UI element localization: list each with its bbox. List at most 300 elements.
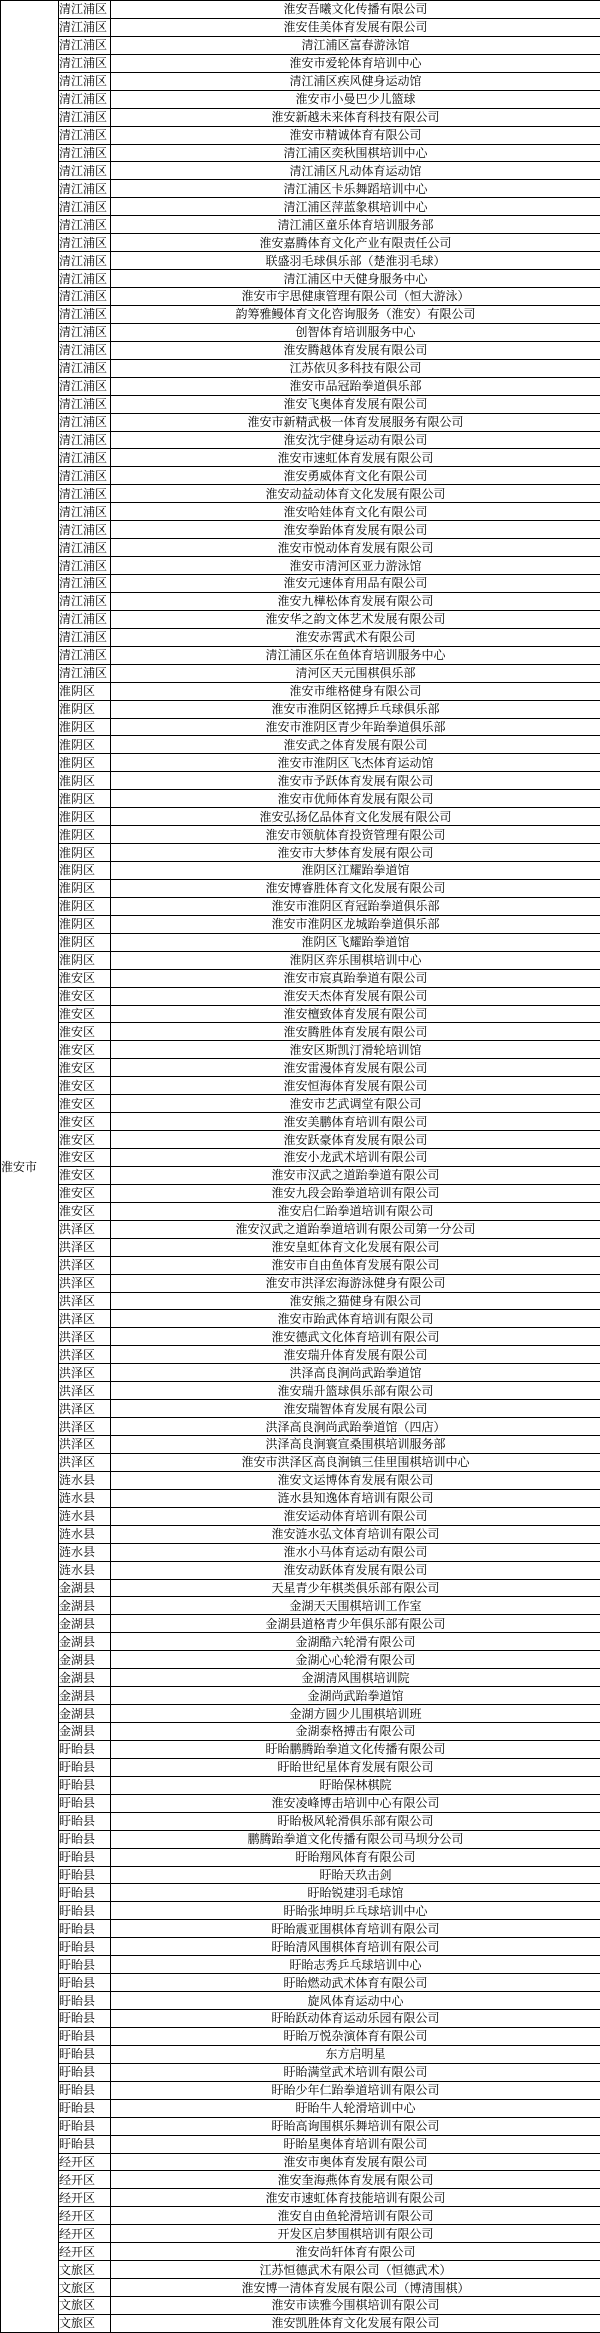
district-cell: 金湖县: [59, 1633, 111, 1651]
table-row: [1, 951, 600, 969]
district-cell: 清江浦区: [59, 72, 111, 90]
table-row: [1, 1418, 600, 1436]
district-cell: 文旅区: [59, 2279, 111, 2297]
district-cell: 清江浦区: [59, 592, 111, 610]
table-row: [1, 1346, 600, 1364]
organization-name-cell: 洪泽高良涧尚武跆拳道馆（四店）: [111, 1418, 600, 1436]
organization-name-cell: 淮安市淮阴区龙城跆拳道俱乐部: [111, 915, 600, 933]
district-cell: 淮阴区: [59, 808, 111, 826]
district-cell: 清江浦区: [59, 485, 111, 503]
table-body: [1, 1, 600, 2333]
table-row: [1, 2027, 600, 2045]
table-row: [1, 2207, 600, 2225]
table-row: [1, 718, 600, 736]
table-row: [1, 1131, 600, 1149]
district-cell: 盱眙县: [59, 1740, 111, 1758]
organization-name-cell: 淮安动益动体育文化发展有限公司: [111, 485, 600, 503]
table-row: [1, 1848, 600, 1866]
organization-name-cell: 淮安区斯凯汀滑轮培训馆: [111, 1041, 600, 1059]
table-row: [1, 108, 600, 126]
district-cell: 盱眙县: [59, 1776, 111, 1794]
organization-name-cell: 淮安运动体育培训有限公司: [111, 1507, 600, 1525]
organization-name-cell: 淮安市汉武之道跆拳道有限公司: [111, 1166, 600, 1184]
district-cell: 清江浦区: [59, 557, 111, 575]
table-row: [1, 377, 600, 395]
organization-name-cell: 江苏恒德武术有限公司（恒德武术）: [111, 2261, 600, 2279]
district-cell: 清江浦区: [59, 126, 111, 144]
organization-name-cell: 淮安新越未来体育科技有限公司: [111, 108, 600, 126]
table-row: [1, 1041, 600, 1059]
table-row: [1, 216, 600, 234]
organization-name-cell: 盱眙极风轮滑俱乐部有限公司: [111, 1812, 600, 1830]
table-row: [1, 1561, 600, 1579]
table-row: [1, 790, 600, 808]
table-row: [1, 1149, 600, 1167]
district-cell: 淮安区: [59, 1202, 111, 1220]
organization-name-cell: 淮安尚轩体育有限公司: [111, 2243, 600, 2261]
organization-name-cell: 淮安瑞升篮球俱乐部有限公司: [111, 1382, 600, 1400]
table-row: [1, 1920, 600, 1938]
table-row: [1, 485, 600, 503]
organization-name-cell: 淮安市自由鱼体育发展有限公司: [111, 1256, 600, 1274]
organization-name-cell: 清江浦区富春游泳馆: [111, 36, 600, 54]
district-cell: 盱眙县: [59, 1938, 111, 1956]
table-row: [1, 198, 600, 216]
organization-name-cell: 清江浦区疾风健身运动馆: [111, 72, 600, 90]
district-cell: 淮阴区: [59, 951, 111, 969]
table-row: [1, 1453, 600, 1471]
organization-name-cell: 淮安市洪泽区高良涧镇三佳里围棋培训中心: [111, 1453, 600, 1471]
organization-name-cell: 淮安市大梦体育发展有限公司: [111, 844, 600, 862]
district-cell: 盱眙县: [59, 1902, 111, 1920]
table-row: [1, 1651, 600, 1669]
table-row: [1, 2135, 600, 2153]
organization-name-cell: 淮安市淮阴区青少年跆拳道俱乐部: [111, 718, 600, 736]
district-cell: 涟水县: [59, 1507, 111, 1525]
organization-name-cell: 淮安德武文化体育培训有限公司: [111, 1328, 600, 1346]
organization-name-cell: 淮安武之体育发展有限公司: [111, 736, 600, 754]
organization-name-cell: 淮阴区飞耀跆拳道馆: [111, 933, 600, 951]
table-row: [1, 682, 600, 700]
district-cell: 经开区: [59, 2207, 111, 2225]
district-cell: 涟水县: [59, 1561, 111, 1579]
table-row: [1, 1615, 600, 1633]
table-row: [1, 54, 600, 72]
district-cell: 洪泽区: [59, 1328, 111, 1346]
table-row: [1, 467, 600, 485]
organization-name-cell: 淮安市维格健身有限公司: [111, 682, 600, 700]
district-cell: 盱眙县: [59, 2135, 111, 2153]
organization-name-cell: 淮安涟水弘文体育培训有限公司: [111, 1525, 600, 1543]
district-cell: 洪泽区: [59, 1346, 111, 1364]
district-cell: 洪泽区: [59, 1400, 111, 1418]
organization-name-cell: 江苏依贝多科技有限公司: [111, 359, 600, 377]
table-row: [1, 1077, 600, 1095]
district-cell: 淮安区: [59, 1166, 111, 1184]
organization-name-cell: 淮安汉武之道跆拳道培训有限公司第一分公司: [111, 1220, 600, 1238]
district-cell: 盱眙县: [59, 1956, 111, 1974]
district-cell: 洪泽区: [59, 1418, 111, 1436]
table-row: [1, 1776, 600, 1794]
table-row: [1, 503, 600, 521]
organization-name-cell: 盱眙世纪星体育发展有限公司: [111, 1758, 600, 1776]
organization-name-cell: 淮安市速虹体育技能培训有限公司: [111, 2189, 600, 2207]
table-row: [1, 1956, 600, 1974]
table-row: [1, 969, 600, 987]
organization-name-cell: 淮安瑞升体育发展有限公司: [111, 1346, 600, 1364]
district-cell: 淮阴区: [59, 736, 111, 754]
organization-name-cell: 淮安市优师体育发展有限公司: [111, 790, 600, 808]
table-row: [1, 2314, 600, 2332]
table-row: [1, 1400, 600, 1418]
district-cell: 淮阴区: [59, 933, 111, 951]
table-row: [1, 700, 600, 718]
district-cell: 淮安区: [59, 1184, 111, 1202]
district-cell: 淮安区: [59, 1023, 111, 1041]
district-cell: 盱眙县: [59, 2027, 111, 2045]
organization-name-cell: 淮安动跃体育发展有限公司: [111, 1561, 600, 1579]
table-row: [1, 1328, 600, 1346]
district-cell: 淮安区: [59, 1041, 111, 1059]
organization-name-cell: 淮安凯胜体育文化发展有限公司: [111, 2314, 600, 2332]
district-cell: 清江浦区: [59, 162, 111, 180]
table-row: [1, 1292, 600, 1310]
table-row: [1, 2117, 600, 2135]
district-cell: 经开区: [59, 2189, 111, 2207]
organization-name-cell: 淮安弘扬亿品体育文化发展有限公司: [111, 808, 600, 826]
district-cell: 洪泽区: [59, 1310, 111, 1328]
district-cell: 盱眙县: [59, 1830, 111, 1848]
organization-name-cell: 淮阴区江耀跆拳道馆: [111, 862, 600, 880]
organization-name-cell: 淮安华之韵文体艺术发展有限公司: [111, 610, 600, 628]
district-cell: 清江浦区: [59, 646, 111, 664]
organization-name-cell: 旋风体育运动中心: [111, 1992, 600, 2010]
district-cell: 淮安区: [59, 1077, 111, 1095]
table-row: [1, 180, 600, 198]
district-cell: 淮安区: [59, 969, 111, 987]
organization-name-cell: 淮安飞奥体育发展有限公司: [111, 395, 600, 413]
district-cell: 涟水县: [59, 1543, 111, 1561]
district-cell: 涟水县: [59, 1471, 111, 1489]
organization-name-cell: 盱眙志秀乒乓球培训中心: [111, 1956, 600, 1974]
organization-name-cell: 淮安佳美体育发展有限公司: [111, 18, 600, 36]
table-row: [1, 1830, 600, 1848]
organization-name-cell: 淮安元速体育用品有限公司: [111, 575, 600, 593]
district-cell: 清江浦区: [59, 90, 111, 108]
district-cell: 清江浦区: [59, 270, 111, 288]
table-row: [1, 1974, 600, 1992]
district-cell: 盱眙县: [59, 1758, 111, 1776]
organization-name-cell: 淮安市奥体育发展有限公司: [111, 2153, 600, 2171]
organization-name-cell: 淮安沈宇健身运动有限公司: [111, 431, 600, 449]
table-row: [1, 575, 600, 593]
organization-name-cell: 淮安启仁跆拳道培训有限公司: [111, 1202, 600, 1220]
table-row: [1, 628, 600, 646]
table-row: [1, 1758, 600, 1776]
district-cell: 清江浦区: [59, 198, 111, 216]
table-row: [1, 1687, 600, 1705]
district-cell: 清江浦区: [59, 341, 111, 359]
organization-name-cell: 盱眙牛人轮滑培训中心: [111, 2099, 600, 2117]
organization-name-cell: 东方启明星: [111, 2045, 600, 2063]
organization-name-cell: 盱眙震亚围棋体育培训有限公司: [111, 1920, 600, 1938]
organization-name-cell: 淮安市淮阴区铭搏乒乓球俱乐部: [111, 700, 600, 718]
organization-name-cell: 淮安腾胜体育发展有限公司: [111, 1023, 600, 1041]
table-row: [1, 1794, 600, 1812]
district-cell: 淮阴区: [59, 862, 111, 880]
table-row: [1, 1543, 600, 1561]
table-row: [1, 252, 600, 270]
table-row: [1, 413, 600, 431]
table-row: [1, 1705, 600, 1723]
district-cell: 清江浦区: [59, 539, 111, 557]
organization-name-cell: 淮安九樺松体育发展有限公司: [111, 592, 600, 610]
table-row: [1, 736, 600, 754]
district-cell: 涟水县: [59, 1525, 111, 1543]
district-cell: 金湖县: [59, 1669, 111, 1687]
table-row: [1, 1436, 600, 1454]
district-cell: 淮安区: [59, 1149, 111, 1167]
district-cell: 盱眙县: [59, 2117, 111, 2135]
table-row: [1, 1669, 600, 1687]
district-cell: 清江浦区: [59, 180, 111, 198]
table-row: [1, 341, 600, 359]
table-row: [1, 323, 600, 341]
table-row: [1, 1525, 600, 1543]
organization-name-cell: 淮安市艺武调堂有限公司: [111, 1095, 600, 1113]
district-cell: 盱眙县: [59, 2099, 111, 2117]
table-row: [1, 1310, 600, 1328]
district-cell: 淮阴区: [59, 718, 111, 736]
table-row: [1, 1633, 600, 1651]
organization-name-cell: 淮安市予跃体育发展有限公司: [111, 772, 600, 790]
organization-name-cell: 盱眙星奥体育培训有限公司: [111, 2135, 600, 2153]
table-row: [1, 1166, 600, 1184]
table-row: [1, 772, 600, 790]
district-cell: 清江浦区: [59, 503, 111, 521]
organization-name-cell: 清江浦区凡动体育运动馆: [111, 162, 600, 180]
table-row: [1, 1382, 600, 1400]
organization-name-cell: 盱眙翔风体育有限公司: [111, 1848, 600, 1866]
table-row: [1, 144, 600, 162]
district-cell: 清江浦区: [59, 288, 111, 306]
organization-name-cell: 金湖泰格搏击有限公司: [111, 1723, 600, 1741]
district-cell: 清江浦区: [59, 1, 111, 19]
organization-name-cell: 淮安市速虹体育发展有限公司: [111, 449, 600, 467]
organization-name-cell: 淮安奎海燕体育发展有限公司: [111, 2171, 600, 2189]
district-cell: 盱眙县: [59, 2081, 111, 2099]
table-row: [1, 1220, 600, 1238]
table-row: [1, 664, 600, 682]
district-cell: 文旅区: [59, 2314, 111, 2332]
table-row: [1, 1812, 600, 1830]
table-row: [1, 1184, 600, 1202]
table-row: [1, 897, 600, 915]
organization-name-cell: 清河区天元围棋俱乐部: [111, 664, 600, 682]
organization-name-cell: 淮安天杰体育发展有限公司: [111, 987, 600, 1005]
organization-name-cell: 盱眙保林棋院: [111, 1776, 600, 1794]
table-row: [1, 234, 600, 252]
organization-name-cell: 淮安美鹏体育培训有限公司: [111, 1113, 600, 1131]
table-row: [1, 933, 600, 951]
organization-name-cell: 淮安市跆武体育培训有限公司: [111, 1310, 600, 1328]
table-row: [1, 826, 600, 844]
organization-name-cell: 鹏腾跆拳道文化传播有限公司马坝分公司: [111, 1830, 600, 1848]
organization-name-cell: 清江浦区中天健身服务中心: [111, 270, 600, 288]
organization-name-cell: 金湖方圆少儿围棋培训班: [111, 1705, 600, 1723]
organization-name-cell: 淮安文运博体育发展有限公司: [111, 1471, 600, 1489]
district-cell: 清江浦区: [59, 54, 111, 72]
district-cell: 淮阴区: [59, 844, 111, 862]
organization-name-cell: 洪泽高良涧尚武跆拳道馆: [111, 1364, 600, 1382]
table-row: [1, 1274, 600, 1292]
table-row: [1, 395, 600, 413]
organization-name-cell: 天星青少年棋类俱乐部有限公司: [111, 1579, 600, 1597]
table-row: [1, 1471, 600, 1489]
district-cell: 金湖县: [59, 1705, 111, 1723]
district-cell: 盱眙县: [59, 1974, 111, 1992]
organization-name-cell: 盱眙天玖击剑: [111, 1866, 600, 1884]
table-row: [1, 2189, 600, 2207]
district-cell: 淮安区: [59, 1095, 111, 1113]
table-row: [1, 1992, 600, 2010]
table-row: [1, 72, 600, 90]
organization-name-cell: 淮安市悦动体育发展有限公司: [111, 539, 600, 557]
organization-name-cell: 金湖尚武跆拳道馆: [111, 1687, 600, 1705]
district-cell: 淮阴区: [59, 915, 111, 933]
district-cell: 清江浦区: [59, 216, 111, 234]
organization-name-cell: 清江浦区乐在鱼体育培训服务中心: [111, 646, 600, 664]
organization-name-cell: 盱眙张坤明乒乓球培训中心: [111, 1902, 600, 1920]
table-row: [1, 1884, 600, 1902]
organization-name-cell: 淮安市新精武极一体育发展服务有限公司: [111, 413, 600, 431]
organization-name-cell: 淮安市领航体育投资管理有限公司: [111, 826, 600, 844]
organization-name-cell: 淮安凌峰博击培训中心有限公司: [111, 1794, 600, 1812]
organization-name-cell: 淮安嘉腾体育文化产业有限责任公司: [111, 234, 600, 252]
table-row: [1, 2279, 600, 2297]
table-row: [1, 431, 600, 449]
table-row: [1, 1202, 600, 1220]
district-cell: 金湖县: [59, 1579, 111, 1597]
district-cell: 清江浦区: [59, 521, 111, 539]
district-cell: 清江浦区: [59, 36, 111, 54]
district-cell: 盱眙县: [59, 1884, 111, 1902]
district-cell: 洪泽区: [59, 1256, 111, 1274]
district-cell: 洪泽区: [59, 1274, 111, 1292]
table-row: [1, 2261, 600, 2279]
organization-name-cell: 联盛羽毛球俱乐部（楚淮羽毛球）: [111, 252, 600, 270]
district-cell: 淮阴区: [59, 826, 111, 844]
district-cell: 清江浦区: [59, 467, 111, 485]
district-cell: 文旅区: [59, 2261, 111, 2279]
table-row: [1, 987, 600, 1005]
district-cell: 清江浦区: [59, 431, 111, 449]
district-cell: 清江浦区: [59, 108, 111, 126]
organization-name-cell: 盱眙鹏腾跆拳道文化传播有限公司: [111, 1740, 600, 1758]
organization-name-cell: 淮安熊之猫健身有限公司: [111, 1292, 600, 1310]
district-cell: 淮阴区: [59, 897, 111, 915]
district-cell: 洪泽区: [59, 1292, 111, 1310]
table-row: [1, 646, 600, 664]
district-cell: 经开区: [59, 2225, 111, 2243]
organization-name-cell: 金湖天天围棋培训工作室: [111, 1597, 600, 1615]
organization-name-cell: 淮安雷漫体育发展有限公司: [111, 1059, 600, 1077]
organization-name-cell: 开发区启梦围棋培训有限公司: [111, 2225, 600, 2243]
organization-name-cell: 盱眙跃动体育运动乐园有限公司: [111, 2010, 600, 2028]
district-cell: 清江浦区: [59, 144, 111, 162]
organization-name-cell: 淮安市品冠跆拳道俱乐部: [111, 377, 600, 395]
table-row: [1, 1866, 600, 1884]
organization-name-cell: 盱眙清风围棋体育培训有限公司: [111, 1938, 600, 1956]
district-cell: 清江浦区: [59, 18, 111, 36]
district-cell: 盱眙县: [59, 1794, 111, 1812]
district-cell: 淮安区: [59, 1005, 111, 1023]
district-cell: 洪泽区: [59, 1238, 111, 1256]
organization-name-cell: 淮安市读雅今围棋培训有限公司: [111, 2297, 600, 2315]
organization-name-cell: 盱眙高询围棋乐舞培训有限公司: [111, 2117, 600, 2135]
table-row: [1, 1095, 600, 1113]
district-cell: 淮阴区: [59, 879, 111, 897]
table-row: [1, 2153, 600, 2171]
organization-name-cell: 淮安赤霄武术有限公司: [111, 628, 600, 646]
district-cell: 清江浦区: [59, 395, 111, 413]
district-cell: 清江浦区: [59, 575, 111, 593]
district-cell: 清江浦区: [59, 628, 111, 646]
organization-name-cell: 金湖县道格青少年俱乐部有限公司: [111, 1615, 600, 1633]
table-row: [1, 288, 600, 306]
district-cell: 淮阴区: [59, 772, 111, 790]
district-cell: 盱眙县: [59, 1848, 111, 1866]
district-cell: 清江浦区: [59, 664, 111, 682]
district-cell: 盱眙县: [59, 1992, 111, 2010]
organization-name-cell: 淮安瑞智体育发展有限公司: [111, 1400, 600, 1418]
organization-name-cell: 清江浦区童乐体育培训服务部: [111, 216, 600, 234]
organization-name-cell: 淮安市淮阴区飞杰体育运动馆: [111, 754, 600, 772]
district-cell: 经开区: [59, 2243, 111, 2261]
table-row: [1, 2063, 600, 2081]
table-row: [1, 1507, 600, 1525]
organization-name-cell: 盱眙燃动武术体育有限公司: [111, 1974, 600, 1992]
organization-name-cell: 淮安市爱轮体育培训中心: [111, 54, 600, 72]
organization-name-cell: 淮安小龙武术培训有限公司: [111, 1149, 600, 1167]
district-cell: 淮阴区: [59, 790, 111, 808]
table-row: [1, 557, 600, 575]
district-cell: 洪泽区: [59, 1382, 111, 1400]
organization-name-cell: 淮安市精诚体育有限公司: [111, 126, 600, 144]
table-row: [1, 449, 600, 467]
city-cell: 淮安市: [1, 1, 59, 2333]
organization-name-cell: 淮安檀致体育发展有限公司: [111, 1005, 600, 1023]
table-row: [1, 1938, 600, 1956]
district-cell: 清江浦区: [59, 377, 111, 395]
organization-name-cell: 淮安吾曦文化传播有限公司: [111, 1, 600, 19]
organization-name-cell: 淮安市宇思健康管理有限公司（恒大游泳）: [111, 288, 600, 306]
organization-name-cell: 金湖酷六轮滑有限公司: [111, 1633, 600, 1651]
district-cell: 盱眙县: [59, 2063, 111, 2081]
district-cell: 清江浦区: [59, 234, 111, 252]
organization-name-cell: 淮安博一清体育发展有限公司（博清围棋）: [111, 2279, 600, 2297]
table-row: [1, 1902, 600, 1920]
district-cell: 清江浦区: [59, 610, 111, 628]
table-row: [1, 2081, 600, 2099]
organization-name-cell: 淮安市洪泽宏海游泳健身有限公司: [111, 1274, 600, 1292]
table-row: [1, 1740, 600, 1758]
table-row: [1, 1489, 600, 1507]
district-cell: 淮安区: [59, 1113, 111, 1131]
table-row: [1, 539, 600, 557]
district-cell: 清江浦区: [59, 413, 111, 431]
organization-name-cell: 淮安皇虹体育文化发展有限公司: [111, 1238, 600, 1256]
